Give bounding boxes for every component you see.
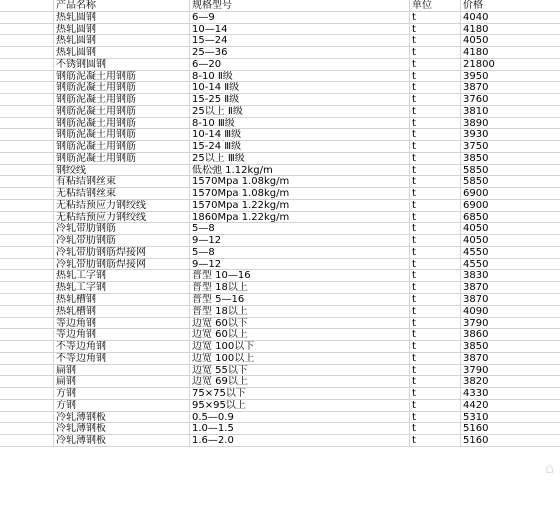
cell-price[interactable]: 4050: [461, 223, 560, 235]
table-row: [0, 82, 560, 94]
cell-spec[interactable]: 25以上 Ⅲ级: [190, 153, 410, 165]
cell-unit[interactable]: t: [410, 318, 461, 330]
cell-name[interactable]: 不等边角钢: [54, 341, 190, 353]
table-row: [0, 129, 560, 141]
table-row: [0, 341, 560, 353]
blank-cell[interactable]: [0, 24, 54, 36]
cell-unit[interactable]: t: [410, 94, 461, 106]
cell-price[interactable]: 5160: [461, 435, 560, 447]
table-row: [0, 35, 560, 47]
cell-spec[interactable]: 95×95以上: [190, 400, 410, 412]
blank-cell[interactable]: [0, 412, 54, 424]
cell-name[interactable]: 钢筋泥凝土用钢筋: [54, 71, 190, 83]
cell-name[interactable]: 冷轧带肋钢筋焊接网: [54, 259, 190, 271]
cell-unit[interactable]: t: [410, 388, 461, 400]
table-row: [0, 282, 560, 294]
cell-spec[interactable]: 1.0—1.5: [190, 423, 410, 435]
cell-spec[interactable]: 0.5—0.9: [190, 412, 410, 424]
cell-spec[interactable]: 25—36: [190, 47, 410, 59]
cell-name[interactable]: 冷轧带肋钢筋: [54, 235, 190, 247]
cell-unit[interactable]: t: [410, 400, 461, 412]
cell-price[interactable]: 3850: [461, 341, 560, 353]
blank-cell[interactable]: [0, 59, 54, 71]
table-row: [0, 47, 560, 59]
cell-spec[interactable]: 1570Mpa 1.08kg/m: [190, 176, 410, 188]
cell-price[interactable]: 6850: [461, 212, 560, 224]
cell-unit[interactable]: t: [410, 423, 461, 435]
cell-spec[interactable]: 边宽 100以下: [190, 341, 410, 353]
table-row: [0, 223, 560, 235]
blank-cell[interactable]: [0, 270, 54, 282]
cell-name[interactable]: 钢筋泥凝土用钢筋: [54, 106, 190, 118]
cell-unit[interactable]: t: [410, 365, 461, 377]
blank-cell[interactable]: [0, 353, 54, 365]
cell-price[interactable]: 4330: [461, 388, 560, 400]
cell-price[interactable]: 3850: [461, 153, 560, 165]
cell-spec[interactable]: 25以上 Ⅱ级: [190, 106, 410, 118]
cell-spec[interactable]: 边宽 55以下: [190, 365, 410, 377]
table-row: [0, 165, 560, 177]
table-row: [0, 235, 560, 247]
cell-price[interactable]: 3870: [461, 82, 560, 94]
blank-cell[interactable]: [0, 12, 54, 24]
blank-cell[interactable]: [0, 259, 54, 271]
cell-spec[interactable]: 9—12: [190, 235, 410, 247]
cell-price[interactable]: 6900: [461, 200, 560, 212]
cell-spec[interactable]: 5—8: [190, 247, 410, 259]
cell-price[interactable]: 5850: [461, 165, 560, 177]
cell-spec[interactable]: 1.6—2.0: [190, 435, 410, 447]
cell-spec[interactable]: 边宽 69以上: [190, 376, 410, 388]
cell-name[interactable]: 热轧圆钢: [54, 35, 190, 47]
cell-price[interactable]: 4050: [461, 235, 560, 247]
cell-name[interactable]: 有粘结钢丝束: [54, 176, 190, 188]
cell-spec[interactable]: 15-24 Ⅲ级: [190, 141, 410, 153]
table-row: [0, 188, 560, 200]
blank-cell[interactable]: [0, 400, 54, 412]
cell-price[interactable]: 3950: [461, 71, 560, 83]
cell-unit[interactable]: t: [410, 282, 461, 294]
cell-price[interactable]: 3810: [461, 106, 560, 118]
cell-spec[interactable]: 15—24: [190, 35, 410, 47]
cell-unit[interactable]: t: [410, 259, 461, 271]
cell-spec[interactable]: 6—20: [190, 59, 410, 71]
blank-cell[interactable]: [0, 318, 54, 330]
cell-price[interactable]: 4050: [461, 35, 560, 47]
cell-spec[interactable]: 边宽 60以下: [190, 318, 410, 330]
cell-spec[interactable]: 10-14 Ⅲ级: [190, 129, 410, 141]
cell-unit[interactable]: t: [410, 235, 461, 247]
cell-spec[interactable]: 边宽 60以上: [190, 329, 410, 341]
cell-price[interactable]: 3870: [461, 294, 560, 306]
header-row: [0, 0, 560, 12]
table-row: [0, 329, 560, 341]
blank-cell[interactable]: [0, 235, 54, 247]
cell-name[interactable]: 钢筋泥凝土用钢筋: [54, 153, 190, 165]
blank-cell[interactable]: [0, 306, 54, 318]
cell-name[interactable]: 不等边角钢: [54, 353, 190, 365]
cell-price[interactable]: 4420: [461, 400, 560, 412]
table-row: [0, 212, 560, 224]
table-row: [0, 318, 560, 330]
blank-cell[interactable]: [0, 200, 54, 212]
cell-name[interactable]: 冷轧薄钢板: [54, 435, 190, 447]
blank-cell[interactable]: [0, 341, 54, 353]
table-row: [0, 12, 560, 24]
table-row: [0, 24, 560, 36]
cell-unit[interactable]: t: [410, 165, 461, 177]
cell-spec[interactable]: 75×75以下: [190, 388, 410, 400]
cell-name[interactable]: 无粘结预应力钢绞线: [54, 212, 190, 224]
cell-name[interactable]: 钢筋泥凝土用钢筋: [54, 82, 190, 94]
cell-spec[interactable]: 1570Mpa 1.08kg/m: [190, 188, 410, 200]
cell-spec[interactable]: 8-10 Ⅱ级: [190, 71, 410, 83]
blank-cell[interactable]: [0, 106, 54, 118]
cell-name[interactable]: 热轧圆钢: [54, 47, 190, 59]
cell-spec[interactable]: 边宽 100以上: [190, 353, 410, 365]
cell-name[interactable]: 无粘结预应力钢绞线: [54, 200, 190, 212]
cell-name[interactable]: 方钢: [54, 400, 190, 412]
blank-cell[interactable]: [0, 435, 54, 447]
cell-unit[interactable]: t: [410, 294, 461, 306]
cell-name[interactable]: 等边角钢: [54, 329, 190, 341]
cell-unit[interactable]: t: [410, 188, 461, 200]
cell-name[interactable]: 热轧工字钢: [54, 282, 190, 294]
cell-spec[interactable]: 普型 18以上: [190, 282, 410, 294]
cell-unit[interactable]: t: [410, 353, 461, 365]
cell-price[interactable]: 3760: [461, 94, 560, 106]
cell-price[interactable]: 4040: [461, 12, 560, 24]
blank-cell[interactable]: [0, 365, 54, 377]
table-row: [0, 423, 560, 435]
blank-cell[interactable]: [0, 71, 54, 83]
table-row: [0, 200, 560, 212]
table-row: [0, 141, 560, 153]
blank-cell[interactable]: [0, 388, 54, 400]
blank-cell[interactable]: [0, 153, 54, 165]
cell-unit[interactable]: t: [410, 176, 461, 188]
blank-cell[interactable]: [0, 0, 54, 12]
cell-unit[interactable]: t: [410, 12, 461, 24]
cell-unit[interactable]: t: [410, 129, 461, 141]
cell-spec[interactable]: 5—8: [190, 223, 410, 235]
table-row: [0, 259, 560, 271]
cell-price[interactable]: 3790: [461, 318, 560, 330]
table-row: [0, 412, 560, 424]
cell-spec[interactable]: 6—9: [190, 12, 410, 24]
blank-cell[interactable]: [0, 329, 54, 341]
cell-unit[interactable]: t: [410, 24, 461, 36]
cell-unit[interactable]: t: [410, 71, 461, 83]
table-row: [0, 306, 560, 318]
cell-unit[interactable]: t: [410, 35, 461, 47]
cell-name[interactable]: 等边角钢: [54, 318, 190, 330]
cell-price[interactable]: 3890: [461, 118, 560, 130]
cell-name[interactable]: 无粘结钢丝束: [54, 188, 190, 200]
cell-name[interactable]: 热轧槽钢: [54, 306, 190, 318]
cell-unit[interactable]: t: [410, 153, 461, 165]
blank-cell[interactable]: [0, 294, 54, 306]
cell-unit[interactable]: t: [410, 306, 461, 318]
table-row: [0, 376, 560, 388]
cell-name[interactable]: 钢筋泥凝土用钢筋: [54, 94, 190, 106]
blank-cell[interactable]: [0, 129, 54, 141]
table-row: [0, 294, 560, 306]
cell-name[interactable]: 热轧圆钢: [54, 12, 190, 24]
cell-name[interactable]: 冷轧带肋钢筋焊接网: [54, 247, 190, 259]
blank-cell[interactable]: [0, 35, 54, 47]
cell-price[interactable]: 3930: [461, 129, 560, 141]
cell-name[interactable]: 热轧圆钢: [54, 24, 190, 36]
table-row: [0, 353, 560, 365]
cell-name[interactable]: 方钢: [54, 388, 190, 400]
cell-price[interactable]: 4180: [461, 47, 560, 59]
cell-unit[interactable]: t: [410, 341, 461, 353]
cell-name[interactable]: 冷轧薄钢板: [54, 423, 190, 435]
blank-cell[interactable]: [0, 376, 54, 388]
header-name[interactable]: 产品名称: [54, 0, 190, 12]
table-row: [0, 94, 560, 106]
table-row: [0, 153, 560, 165]
cell-spec[interactable]: 10—14: [190, 24, 410, 36]
header-unit[interactable]: 单位: [410, 0, 461, 12]
cell-price[interactable]: 6900: [461, 188, 560, 200]
cell-unit[interactable]: t: [410, 59, 461, 71]
cell-spec[interactable]: 普型 18以上: [190, 306, 410, 318]
blank-cell[interactable]: [0, 94, 54, 106]
cell-unit[interactable]: t: [410, 141, 461, 153]
table-row: [0, 388, 560, 400]
cell-spec[interactable]: 10-14 Ⅱ级: [190, 82, 410, 94]
cell-price[interactable]: 3750: [461, 141, 560, 153]
cell-name[interactable]: 钢筋泥凝土用钢筋: [54, 141, 190, 153]
cell-price[interactable]: 4090: [461, 306, 560, 318]
table-row: [0, 247, 560, 259]
cell-unit[interactable]: t: [410, 106, 461, 118]
blank-cell[interactable]: [0, 212, 54, 224]
blank-cell[interactable]: [0, 47, 54, 59]
cell-unit[interactable]: t: [410, 223, 461, 235]
cell-unit[interactable]: t: [410, 247, 461, 259]
cell-price[interactable]: 3870: [461, 282, 560, 294]
cell-price[interactable]: 3820: [461, 376, 560, 388]
cell-spec[interactable]: 1860Mpa 1.22kg/m: [190, 212, 410, 224]
cell-spec[interactable]: 9—12: [190, 259, 410, 271]
table-row: [0, 118, 560, 130]
cell-price[interactable]: 5160: [461, 423, 560, 435]
table-row: [0, 176, 560, 188]
blank-cell[interactable]: [0, 82, 54, 94]
table-row: [0, 435, 560, 447]
cell-name[interactable]: 不锈钢圆钢: [54, 59, 190, 71]
cell-unit[interactable]: t: [410, 435, 461, 447]
blank-cell[interactable]: [0, 247, 54, 259]
blank-cell[interactable]: [0, 282, 54, 294]
cell-unit[interactable]: t: [410, 47, 461, 59]
blank-cell[interactable]: [0, 176, 54, 188]
cell-spec[interactable]: 15-25 Ⅱ级: [190, 94, 410, 106]
table-row: [0, 59, 560, 71]
cell-price[interactable]: 4550: [461, 259, 560, 271]
cell-spec[interactable]: 普型 5—16: [190, 294, 410, 306]
cell-unit[interactable]: t: [410, 412, 461, 424]
table-row: [0, 106, 560, 118]
cell-price[interactable]: 5850: [461, 176, 560, 188]
table-row: [0, 71, 560, 83]
cell-price[interactable]: 4550: [461, 247, 560, 259]
cell-spec[interactable]: 8-10 Ⅲ级: [190, 118, 410, 130]
table-row: [0, 365, 560, 377]
cell-unit[interactable]: t: [410, 376, 461, 388]
cell-unit[interactable]: t: [410, 118, 461, 130]
cell-name[interactable]: 钢绞线: [54, 165, 190, 177]
cell-name[interactable]: 热轧槽钢: [54, 294, 190, 306]
cell-spec[interactable]: 1570Mpa 1.22kg/m: [190, 200, 410, 212]
cell-price[interactable]: 21800: [461, 59, 560, 71]
cell-unit[interactable]: t: [410, 82, 461, 94]
blank-cell[interactable]: [0, 423, 54, 435]
cell-spec[interactable]: 普型 10—16: [190, 270, 410, 282]
watermark-logo: ⌂: [545, 461, 554, 477]
table-row: [0, 270, 560, 282]
cell-unit[interactable]: t: [410, 329, 461, 341]
cell-price[interactable]: 3830: [461, 270, 560, 282]
blank-cell[interactable]: [0, 118, 54, 130]
cell-name[interactable]: 扁钢: [54, 365, 190, 377]
table-row: [0, 400, 560, 412]
cell-name[interactable]: 钢筋泥凝土用钢筋: [54, 129, 190, 141]
cell-name[interactable]: 钢筋泥凝土用钢筋: [54, 118, 190, 130]
blank-cell[interactable]: [0, 165, 54, 177]
header-price[interactable]: 价格: [461, 0, 560, 12]
cell-unit[interactable]: t: [410, 200, 461, 212]
blank-cell[interactable]: [0, 188, 54, 200]
cell-price[interactable]: 3790: [461, 365, 560, 377]
cell-name[interactable]: 冷轧带肋钢筋: [54, 223, 190, 235]
cell-price[interactable]: 3870: [461, 353, 560, 365]
header-spec[interactable]: 规格型号: [190, 0, 410, 12]
cell-name[interactable]: 热轧工字钢: [54, 270, 190, 282]
cell-spec[interactable]: 低松弛 1.12kg/m: [190, 165, 410, 177]
cell-name[interactable]: 扁钢: [54, 376, 190, 388]
cell-price[interactable]: 5310: [461, 412, 560, 424]
cell-name[interactable]: 冷轧薄钢板: [54, 412, 190, 424]
cell-price[interactable]: 3860: [461, 329, 560, 341]
blank-cell[interactable]: [0, 223, 54, 235]
cell-price[interactable]: 4180: [461, 24, 560, 36]
cell-unit[interactable]: t: [410, 212, 461, 224]
blank-cell[interactable]: [0, 141, 54, 153]
cell-unit[interactable]: t: [410, 270, 461, 282]
